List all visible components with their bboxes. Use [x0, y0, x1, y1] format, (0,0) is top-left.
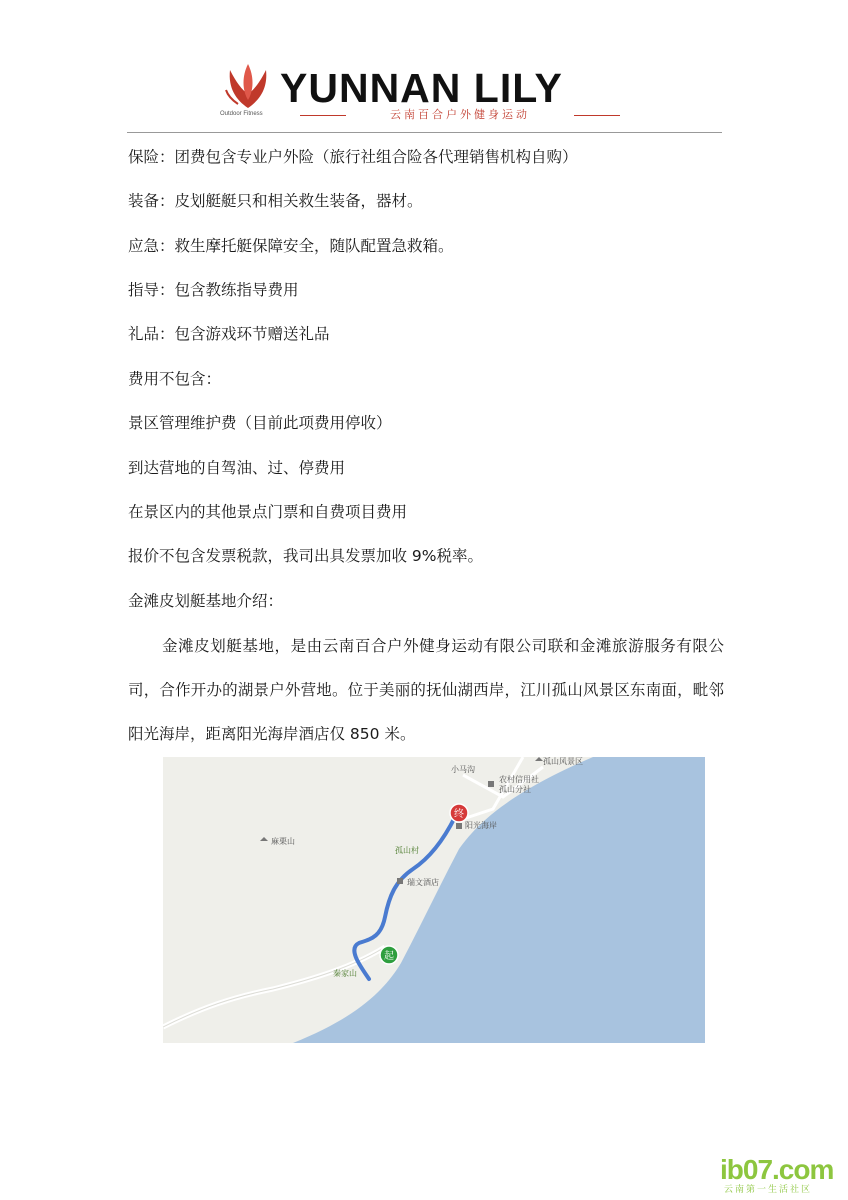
start-marker-label: 起 — [384, 951, 394, 962]
header-divider — [127, 132, 722, 133]
tagline-rule-right — [574, 115, 620, 116]
map-label-qinjia-shan: 秦家山 — [333, 969, 357, 978]
location-map — [163, 757, 705, 1043]
site-watermark — [720, 1155, 844, 1197]
guidance-line: 指导：包含教练指导费用 — [128, 281, 299, 299]
logo-subtext: Outdoor Fitness — [220, 111, 263, 117]
emergency-line: 应急：救生摩托艇保障安全，随队配置急救箱。 — [128, 237, 454, 255]
end-marker-label: 终 — [454, 809, 464, 820]
watermark-slogan: 云南第一生活社区 — [724, 1185, 813, 1195]
excluded-item: 到达营地的自驾油、过、停费用 — [128, 459, 346, 477]
map-canvas — [163, 757, 705, 1043]
brand-name: YUNNAN LILY — [280, 65, 563, 111]
gift-line: 礼品：包含游戏环节赠送礼品 — [128, 325, 330, 343]
tagline-group — [300, 107, 620, 123]
end-marker — [450, 804, 468, 822]
base-intro-heading: 金滩皮划艇基地介绍： — [128, 592, 284, 610]
start-marker — [380, 946, 398, 964]
excluded-heading: 费用不包含： — [128, 370, 222, 388]
map-label-yangguang-haian: 阳光海岸 — [465, 821, 497, 830]
tagline-rule-left — [300, 115, 346, 116]
map-label-mali-shan: 麻栗山 — [271, 837, 295, 846]
map-label-gushan-scenic: 孤山风景区 — [543, 757, 583, 766]
map-label-gushan-branch: 孤山分社 — [499, 785, 531, 794]
tagline: 云南百合户外健身运动 — [390, 108, 530, 121]
excluded-item: 景区管理维护费（目前此项费用停收） — [128, 414, 392, 432]
document-header — [0, 0, 848, 134]
tax-note: 报价不包含发票税款，我司出具发票加收 9%税率。 — [128, 547, 484, 565]
excluded-item: 在景区内的其他景点门票和自费项目费用 — [128, 503, 408, 521]
lily-flower-icon — [222, 60, 274, 112]
map-label-credit-coop: 农村信用社 — [499, 775, 539, 784]
base-intro-paragraph: 金滩皮划艇基地，是由云南百合户外健身运动有限公司联和金滩旅游服务有限公司，合作开办的湖景户外营地。位于美丽的抚仙湖西岸，江川孤山风景区东南面，毗邻阳光海岸，距离阳光海岸酒店仅 850 米。 — [128, 637, 724, 743]
map-label-xiaoma-gou: 小马沟 — [451, 765, 475, 774]
insurance-line: 保险：团费包含专业户外险（旅行社组合险各代理销售机构自购） — [128, 148, 578, 166]
equipment-line: 装备：皮划艇艇只和相关救生装备，器材。 — [128, 192, 423, 210]
map-label-ruiwen-hotel: 瑞文酒店 — [407, 878, 439, 887]
watermark-logo: ib07.com — [720, 1154, 834, 1185]
map-label-gushan-village: 孤山村 — [395, 846, 419, 855]
